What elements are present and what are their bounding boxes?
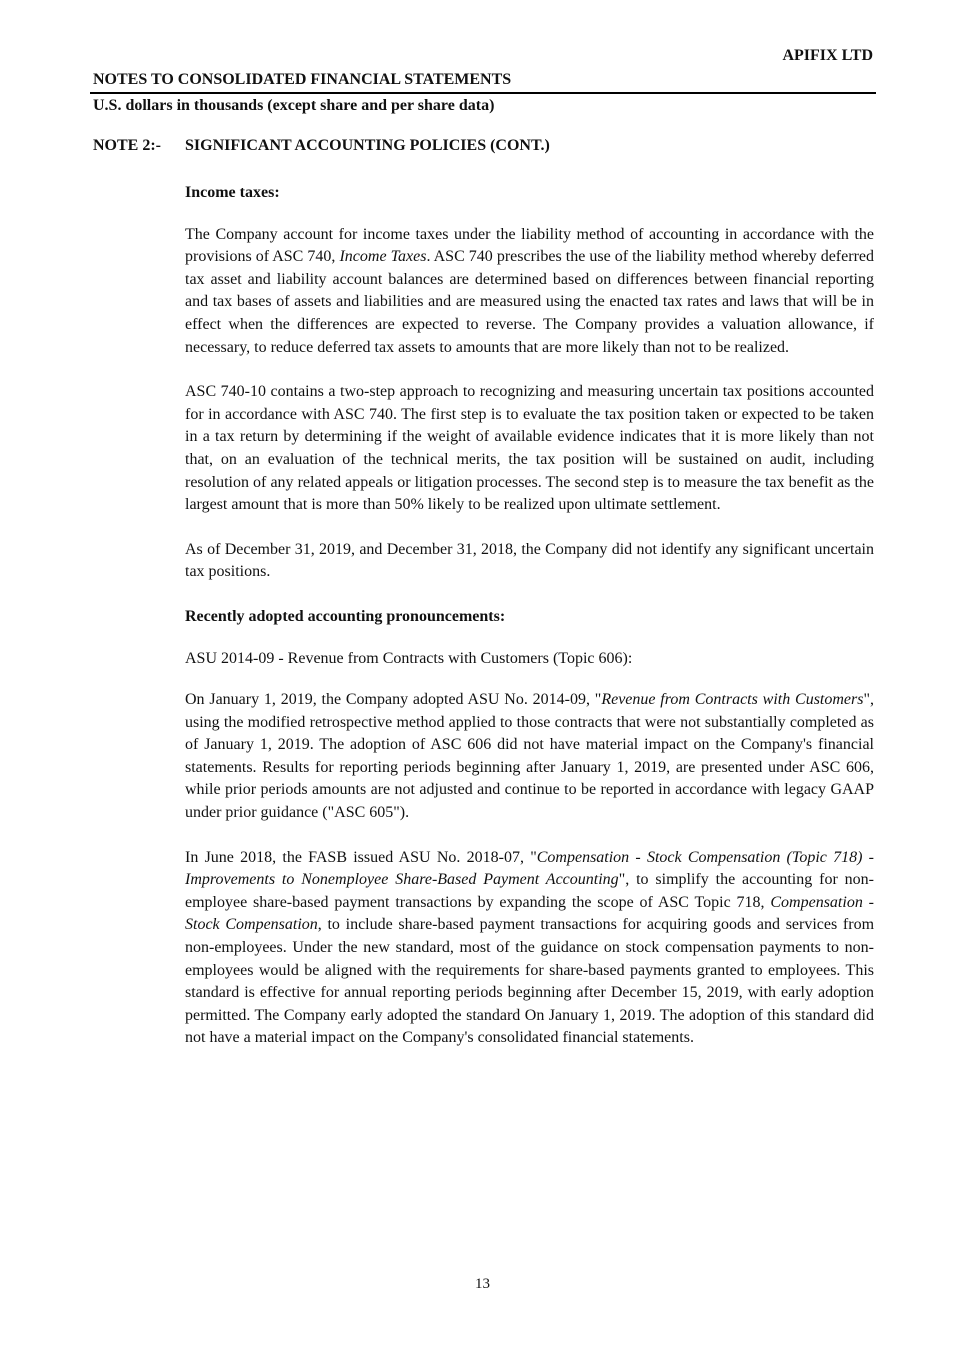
asu-subheading: ASU 2014-09 - Revenue from Contracts with Customers (Topic 606): — [185, 649, 633, 667]
note-number: NOTE 2:- — [93, 137, 161, 154]
note-body — [185, 182, 874, 1072]
company-name: APIFIX LTD — [782, 47, 873, 64]
pronouncements-paragraph-2: In June 2018, the FASB issued ASU No. 2018-07, "Compensation - Stock Compensation (Topic 718) - Improvements to Nonemployee Share-Based Payment Accounting", to simplify the accounting for non-employee share-based payment transactions by expanding the scope of ASC Topic 718, Compensation - Stock Compensation, to include share-based payment transactions for acquiring goods and services from non-employees. Under the new standard, most of the guidance on stock compensation payments to non-employees would be aligned with the requirements for share-based payments granted to employees. This standard is effective for annual reporting periods beginning after December 15, 2019, with early adoption permitted. The Company early adopted the standard On January 1, 2019. The adoption of this standard did not have a material impact on the Company's consolidated financial statements. — [185, 848, 875, 1047]
income-taxes-heading: Income taxes: — [185, 184, 280, 201]
income-taxes-paragraph-1: The Company account for income taxes under the liability method of accounting in accordance with the provisions of ASC 740, Income Taxes. ASC 740 prescribes the use of the liability method whereby deferred tax asset and liability account balances are determined based on differences between financial reporting and tax bases of assets and liabilities and are measured using the enacted tax rates and laws that will be in effect when the differences are expected to reverse. The Company provides a valuation allowance, if necessary, to reduce deferred tax assets to amounts that are more likely than not to be realized. — [185, 225, 874, 356]
italic-term: Compensation - Stock Compensation — [185, 893, 874, 934]
page-title: NOTES TO CONSOLIDATED FINANCIAL STATEMENTS — [93, 71, 512, 88]
italic-term: Income Taxes — [339, 248, 427, 266]
pronouncements-paragraph-1: On January 1, 2019, the Company adopted ASU No. 2014-09, "Revenue from Contracts with Customers", using the modified retrospective method applied to those contracts that were not substantially completed as of January 1, 2019. The adoption of ASC 606 did not have material impact on the Company's financial statements. Results for reporting periods beginning after January 1, 2019, are presented under ASC 606, while prior periods amounts are not adjusted and continue to be reported in accordance with legacy GAAP under prior guidance ("ASC 605"). — [185, 691, 875, 822]
note-title: SIGNIFICANT ACCOUNTING POLICIES (CONT.) — [185, 137, 550, 154]
pronouncements-heading: Recently adopted accounting pronouncements: — [185, 607, 506, 625]
page-subtitle: U.S. dollars in thousands (except share and per share data) — [93, 97, 495, 114]
italic-term: Compensation - Stock Compensation (Topic 718) - Improvements to Nonemployee Share-Based Payment Accounting — [185, 848, 875, 889]
header-divider — [90, 92, 876, 94]
income-taxes-paragraph-2: ASC 740-10 contains a two-step approach to recognizing and measuring uncertain tax positions accounted for in accordance with ASC 740. The first step is to evaluate the tax position taken or expected to be taken in a tax return by determining if the weight of available evidence indicates that it is more likely than not that, on an evaluation of the technical merits, the tax position will be sustained on audit, including resolution of any related appeals or litigation processes. The second step is to measure the tax benefit as the largest amount that is more than 50% likely to be realized upon ultimate settlement. — [185, 383, 874, 514]
income-taxes-paragraph-3: As of December 31, 2019, and December 31, 2018, the Company did not identify any significant uncertain tax positions. — [185, 540, 874, 581]
page-number: 13 — [475, 1276, 490, 1292]
italic-term: Revenue from Contracts with Customers — [601, 691, 864, 709]
